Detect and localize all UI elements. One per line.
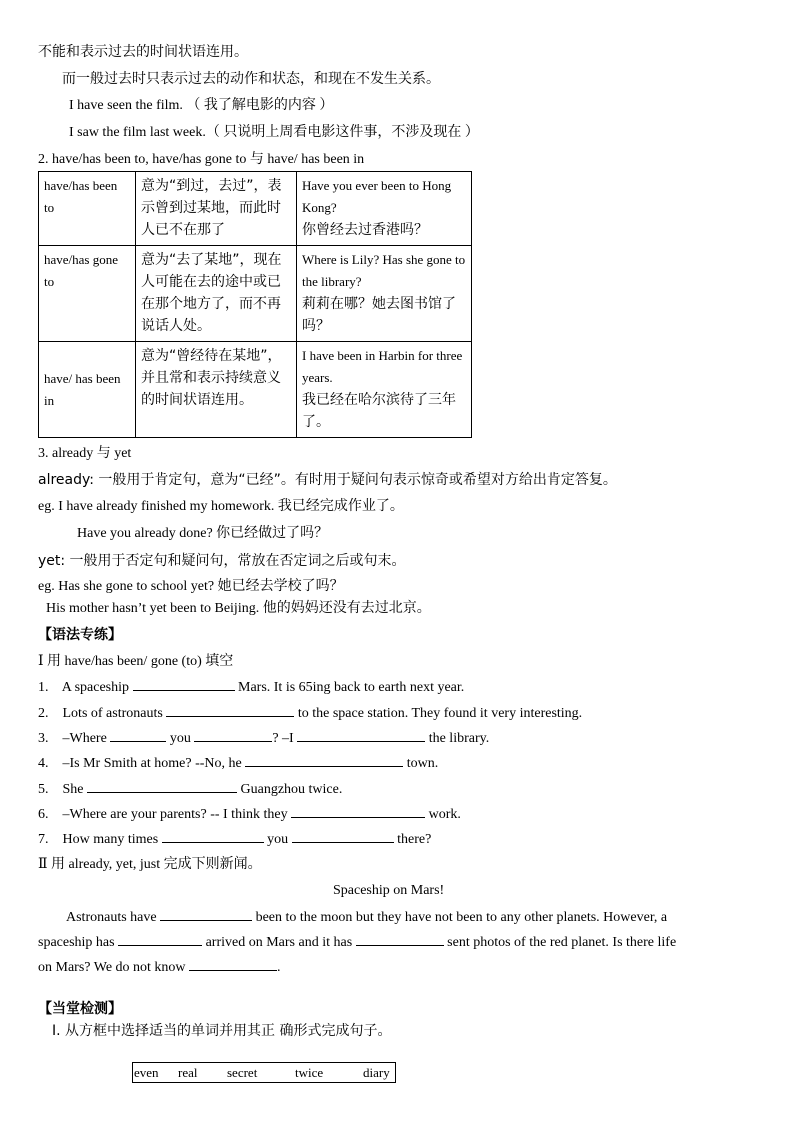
example-cn: 我已经在哈尔滨待了三年了。 xyxy=(302,392,456,430)
intro-line: 而一般过去时只表示过去的动作和状态，和现在不发生关系。 xyxy=(62,71,440,87)
table-cell-meaning: 意为“曾经待在某地”，并且常和表示持续意义的时间状语连用。 xyxy=(136,342,297,438)
item-text: you xyxy=(169,731,191,746)
table-cell-meaning: 意为“到过，去过”，表示曾到过某地，而此时人已不在那了 xyxy=(136,172,297,246)
example-line: Have you already done? 你已经做过了吗？ xyxy=(77,526,329,541)
example-en: Have you ever been to Hong Kong? xyxy=(302,178,452,215)
news-text: . xyxy=(277,960,281,975)
item-number: 4. xyxy=(38,756,49,771)
part1-heading: Ⅰ 用 have/has been/ gone (to) 填空 xyxy=(38,654,234,669)
item-text: ? –I xyxy=(272,731,294,746)
item-number: 6. xyxy=(38,807,49,822)
table-cell-meaning: 意为“去了某地”，现在人可能在去的途中或已在那个地方了，而不再说话人处。 xyxy=(136,246,297,342)
answer-blank[interactable] xyxy=(245,753,403,767)
word-box xyxy=(132,1062,396,1083)
news-line xyxy=(38,957,281,978)
yet-definition: yet: 一般用于否定句和疑问句，常放在否定词之后或句末。 xyxy=(38,553,406,569)
item-text: you xyxy=(267,832,289,847)
answer-blank[interactable] xyxy=(133,677,235,691)
item-number: 3. xyxy=(38,731,49,746)
answer-blank[interactable] xyxy=(118,932,202,946)
table-cell-example xyxy=(297,172,472,246)
part2-heading: Ⅱ 用 already, yet, just 完成下则新闻。 xyxy=(38,857,262,872)
item-text: work. xyxy=(428,807,461,822)
answer-blank[interactable] xyxy=(356,932,444,946)
table-row xyxy=(39,342,472,438)
item-text: the library. xyxy=(428,731,490,746)
exercise-item xyxy=(38,804,461,825)
table-cell-term: have/has gone to xyxy=(39,246,136,342)
answer-blank[interactable] xyxy=(194,728,272,742)
exercise-item xyxy=(38,677,464,698)
exercise-item xyxy=(38,779,342,800)
table-cell-term: have/ has been in xyxy=(39,342,136,438)
table-cell-term: have/has been to xyxy=(39,172,136,246)
answer-blank[interactable] xyxy=(189,957,277,971)
news-line xyxy=(38,932,676,953)
item-number: 5. xyxy=(38,782,49,797)
answer-blank[interactable] xyxy=(87,779,237,793)
news-line xyxy=(66,907,667,928)
answer-blank[interactable] xyxy=(291,804,425,818)
word-option: real xyxy=(178,1065,198,1080)
item-number: 1. xyxy=(38,680,49,695)
example-en: I have been in Harbin for three years. xyxy=(302,348,463,385)
exercise-item xyxy=(38,728,489,749)
item-text: there? xyxy=(397,832,432,847)
answer-blank[interactable] xyxy=(166,703,294,717)
already-definition: already: 一般用于肯定句，意为“已经”。有时用于疑问句表示惊奇或希望对方给出肯定答复。 xyxy=(38,472,617,488)
item-text: town. xyxy=(406,756,439,771)
answer-blank[interactable] xyxy=(292,829,394,843)
answer-blank[interactable] xyxy=(297,728,425,742)
table-row xyxy=(39,246,472,342)
item-text: She xyxy=(62,782,84,797)
word-option: diary xyxy=(363,1065,390,1080)
news-text: arrived on Mars and it has xyxy=(205,935,353,950)
item-text: A spaceship xyxy=(61,680,129,695)
item-text: –Where are your parents? -- I think they xyxy=(62,807,288,822)
check-part1: Ⅰ. 从方框中选择适当的单词并用其正 确形式完成句子。 xyxy=(52,1023,392,1039)
table-row xyxy=(39,172,472,246)
exercise-item xyxy=(38,829,431,850)
answer-blank[interactable] xyxy=(110,728,166,742)
word-option: twice xyxy=(295,1065,324,1080)
item-number: 7. xyxy=(38,832,49,847)
word-option: secret xyxy=(227,1065,258,1080)
intro-example: I saw the film last week.（ 只说明上周看电影这件事，不涉及现在 ） xyxy=(69,125,479,140)
table-cell-example xyxy=(297,246,472,342)
intro-example: I have seen the film. （ 我了解电影的内容 ） xyxy=(69,98,334,113)
answer-blank[interactable] xyxy=(160,907,252,921)
section-heading: 2. have/has been to, have/has gone to 与 have/ has been in xyxy=(38,152,365,167)
example-line: eg. I have already finished my homework. 我已经完成作业了。 xyxy=(38,499,404,514)
word-option: even xyxy=(134,1065,159,1080)
item-text: Lots of astronauts xyxy=(62,706,163,721)
check-title: 【当堂检测】 xyxy=(38,1001,122,1017)
intro-line: 不能和表示过去的时间状语连用。 xyxy=(38,44,248,60)
section-heading: 3. already 与 yet xyxy=(38,446,132,461)
news-text: spaceship has xyxy=(38,935,115,950)
news-text: Astronauts have xyxy=(66,910,157,925)
exercise-item xyxy=(38,753,438,774)
item-text: How many times xyxy=(62,832,159,847)
news-title: Spaceship on Mars! xyxy=(333,883,445,898)
example-en: Where is Lily? Has she gone to the library? xyxy=(302,252,466,289)
practice-title: 【语法专练】 xyxy=(38,627,122,643)
item-text: to the space station. They found it very interesting. xyxy=(297,706,583,721)
item-text: Guangzhou twice. xyxy=(240,782,343,797)
news-text: on Mars? We do not know xyxy=(38,960,186,975)
item-text: –Where xyxy=(62,731,107,746)
table-cell-example xyxy=(297,342,472,438)
example-line: eg. Has she gone to school yet? 她已经去学校了吗？ xyxy=(38,579,344,594)
item-number: 2. xyxy=(38,706,49,721)
exercise-item xyxy=(38,703,582,724)
news-text: been to the moon but they have not been to any other planets. However, a xyxy=(255,910,668,925)
item-text: Mars. It is 65ing back to earth next year. xyxy=(238,680,465,695)
news-text: sent photos of the red planet. Is there life xyxy=(447,935,677,950)
example-cn: 你曾经去过香港吗？ xyxy=(302,222,428,238)
example-cn: 莉莉在哪？她去图书馆了吗？ xyxy=(302,296,456,334)
example-line: His mother hasn’t yet been to Beijing. 他的妈妈还没有去过北京。 xyxy=(46,601,431,616)
comparison-table xyxy=(38,171,472,438)
item-text: –Is Mr Smith at home? --No, he xyxy=(62,756,242,771)
answer-blank[interactable] xyxy=(162,829,264,843)
